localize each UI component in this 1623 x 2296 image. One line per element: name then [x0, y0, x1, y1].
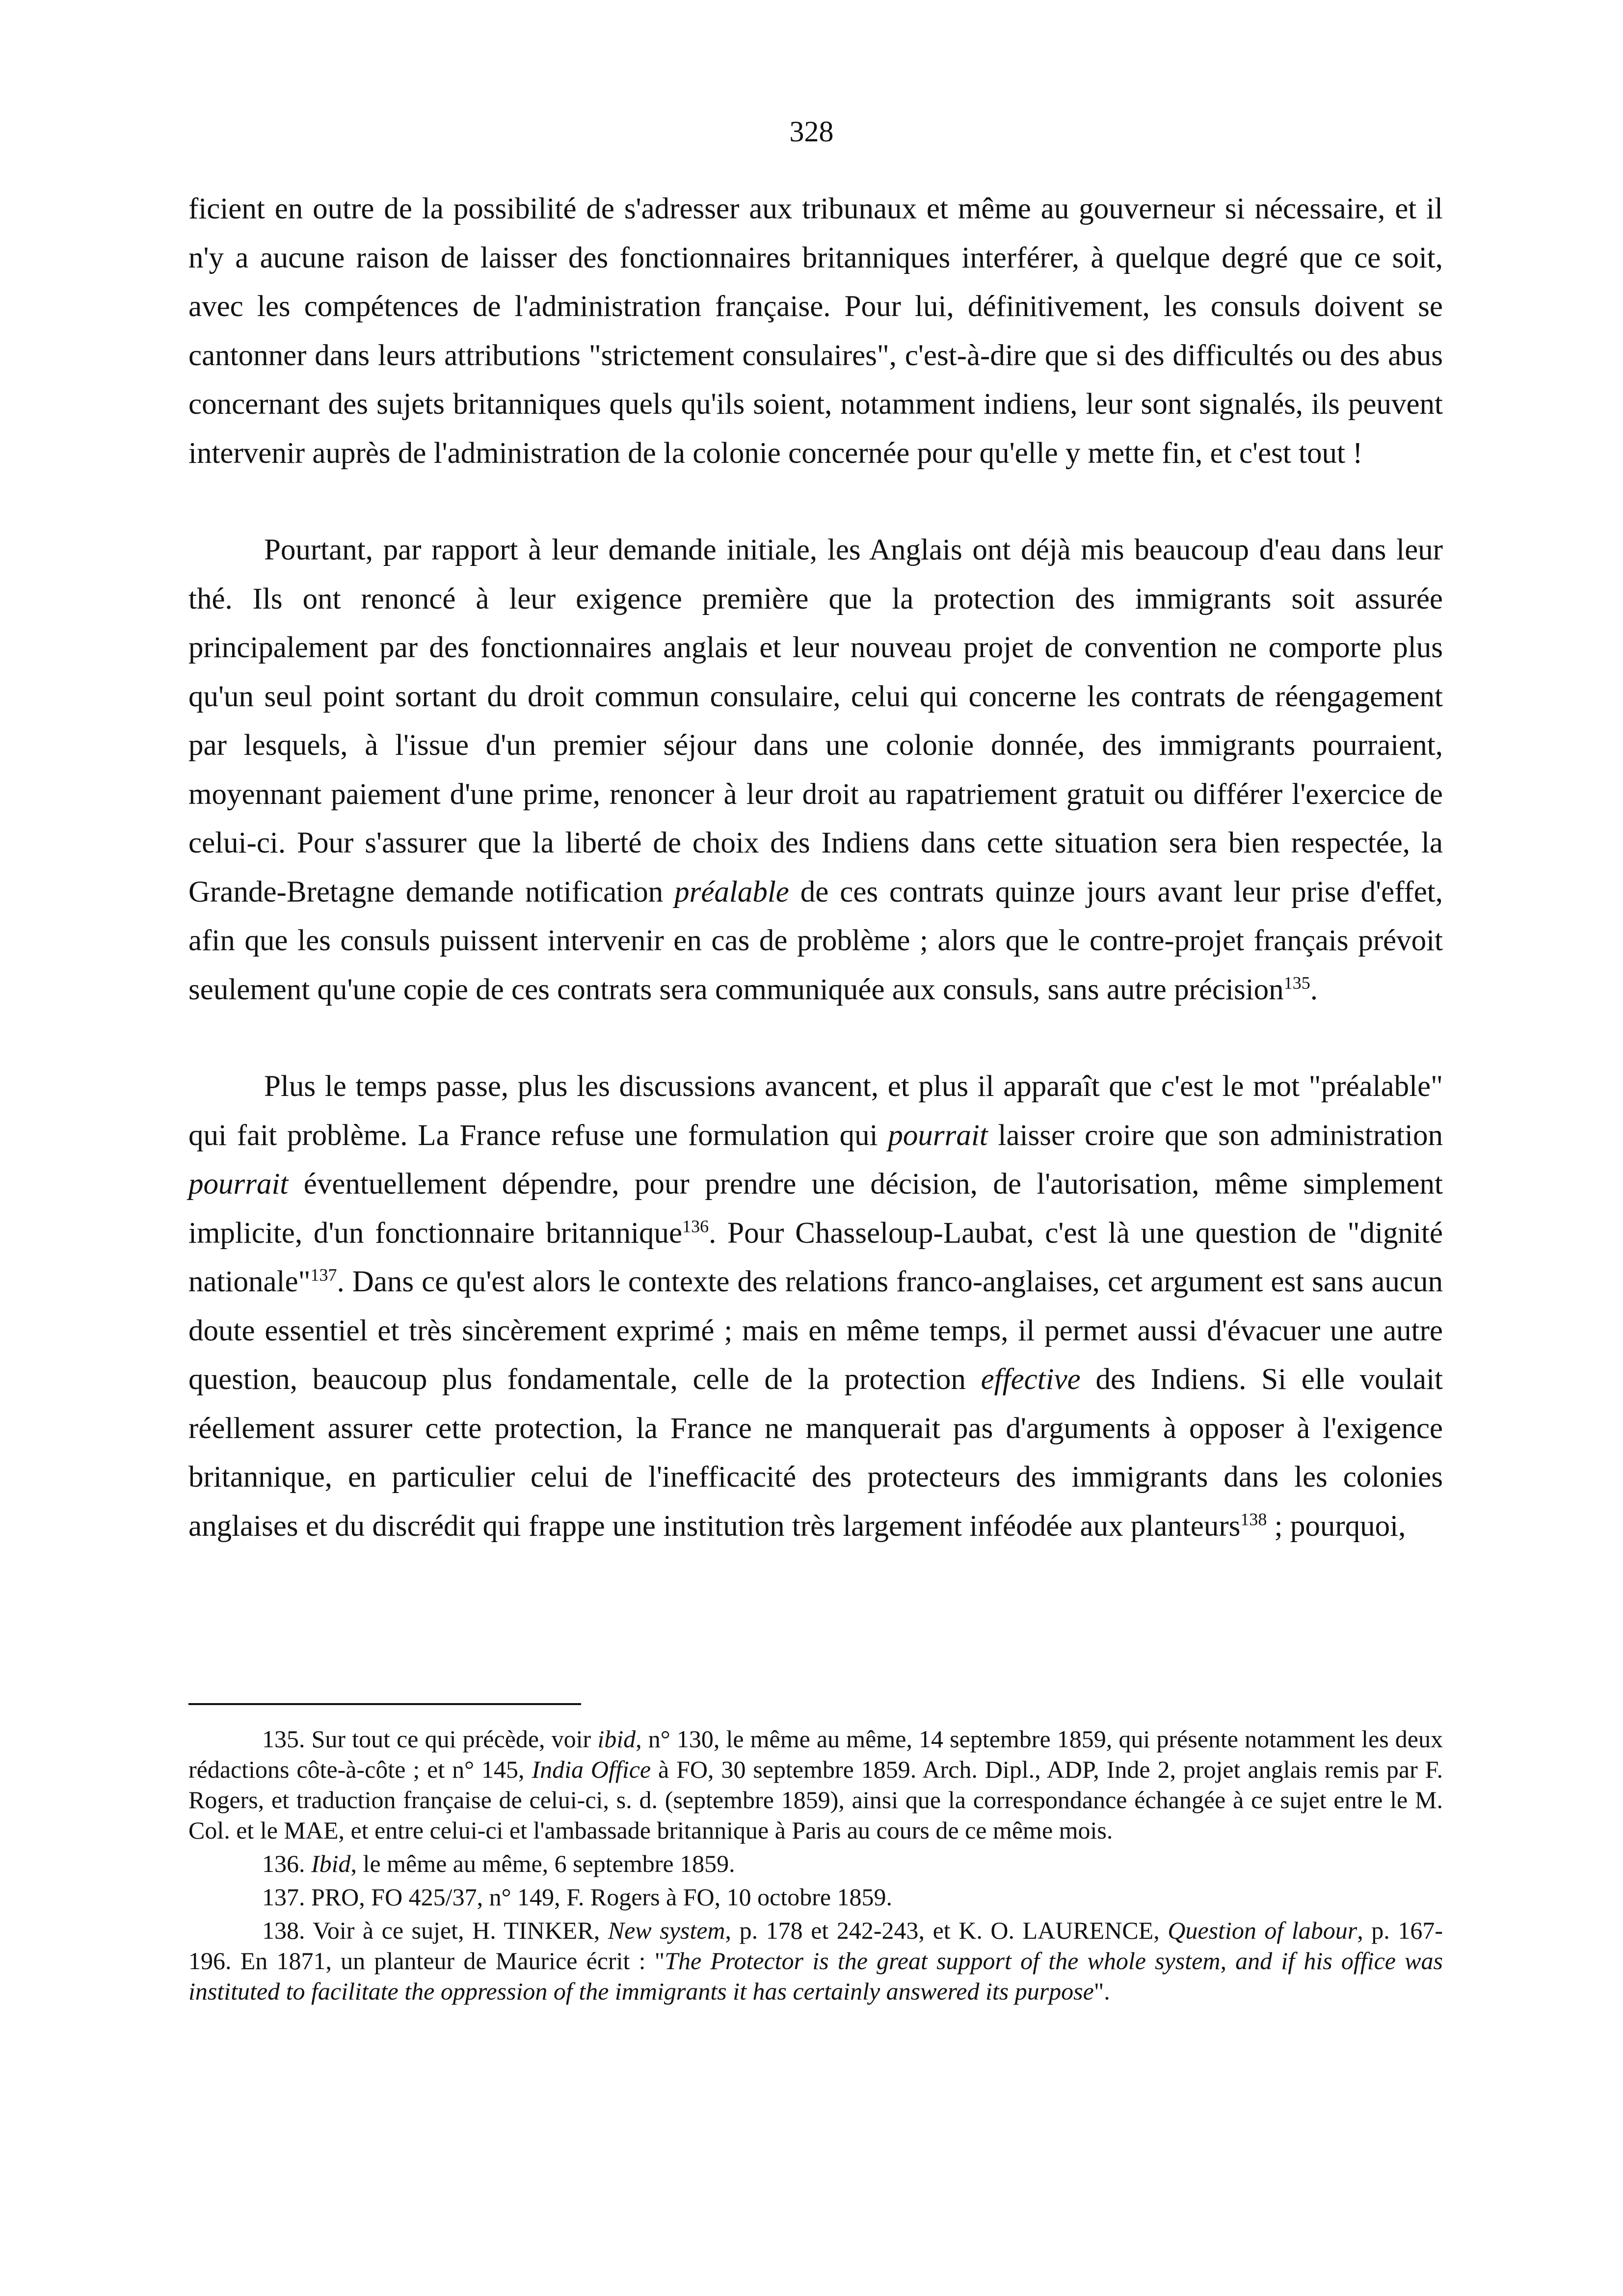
italic-text: pourrait: [188, 1168, 289, 1201]
footnote-ref[interactable]: 137: [310, 1265, 337, 1285]
footnote-136: 136. Ibid, le même au même, 6 septembre 1859.: [262, 1850, 735, 1877]
italic-text: préalable: [674, 875, 789, 908]
footnote-separator: [188, 1703, 581, 1705]
footnote-138: 138. Voir à ce sujet, H. TINKER, New system, p. 178 et 242-243, et K. O. LAURENCE, Question of labour, p. 167-196. En 1871, un planteur de Maurice écrit : "The Protector is the great support of the whole system, and if his office was instituted to facilitate the oppression of the immigrants it has certainly answered its purpose".: [188, 1917, 1443, 2005]
footnote-137: 137. PRO, FO 425/37, n° 149, F. Rogers à FO, 10 octobre 1859.: [262, 1883, 893, 1911]
footnote-ref[interactable]: 135: [1283, 973, 1310, 993]
italic-text: effective: [981, 1363, 1081, 1396]
page-number: 328: [789, 115, 834, 148]
footnote-ref[interactable]: 136: [682, 1216, 709, 1236]
footnotes: [188, 1724, 1443, 2009]
body-text: [188, 185, 1443, 1550]
paragraph: Pourtant, par rapport à leur demande initiale, les Anglais ont déjà mis beaucoup d'eau dans leur thé. Ils ont renoncé à leur exigence première que la protection des immigrants soit assurée principalement par des fonctionnaires anglais et leur nouveau projet de convention ne comporte plus qu'un seul point sortant du droit commun consulaire, celui qui concerne les contrats de réengagement par lesquels, à l'issue d'un premier séjour dans une colonie donnée, des immigrants pourraient, moyennant paiement d'une prime, renoncer à leur droit au rapatriement gratuit ou différer l'exercice de celui-ci. Pour s'assurer que la liberté de choix des Indiens dans cette situation sera bien respectée, la Grande-Bretagne demande notification préalable de ces contrats quinze jours avant leur prise d'effet, afin que les consuls puissent intervenir en cas de problème ; alors que le contre-projet français prévoit seulement qu'une copie de ces contrats sera communiquée aux consuls, sans autre précision$^{135}$.: [188, 534, 1443, 1006]
footnote-135: 135. Sur tout ce qui précède, voir ibid, n° 130, le même au même, 14 septembre 1859, qui présente notamment les deux rédactions côte-à-côte ; et n° 145, India Office à FO, 30 septembre 1859. Arch. Dipl., ADP, Inde 2, projet anglais remis par F. Rogers, et traduction française de celui-ci, s. d. (septembre 1859), ainsi que la correspondance échangée à ce sujet entre le M. Col. et le MAE, et entre celui-ci et l'ambassade britannique à Paris au cours de ce même mois.: [188, 1725, 1443, 1844]
paragraph: ficient en outre de la possibilité de s'adresser aux tribunaux et même au gouverneur si nécessaire, et il n'y a aucune raison de laisser des fonctionnaires britanniques interférer, à quelque degré que ce soit, avec les compétences de l'administration française. Pour lui, définitivement, les consuls doivent se cantonner dans leurs attributions "strictement consulaires", c'est-à-dire que si des difficultés ou des abus concernant des sujets britanniques quels qu'ils soient, notamment indiens, leur sont signalés, ils peuvent intervenir auprès de l'administration de la colonie concernée pour qu'elle y mette fin, et c'est tout !: [188, 192, 1443, 470]
paragraph: Plus le temps passe, plus les discussions avancent, et plus il apparaît que c'est le mot "préalable" qui fait problème. La France refuse une formulation qui pourrait laisser croire que son administration pourrait éventuellement dépendre, pour prendre une décision, de l'autorisation, même simplement implicite, d'un fonctionnaire britannique$^{136}$. Pour Chasseloup-Laubat, c'est là une question de "dignité nationale"$^{137}$. Dans ce qu'est alors le contexte des relations franco-anglaises, cet argument est sans aucun doute essentiel et très sincèrement exprimé ; mais en même temps, il permet aussi d'évacuer une autre question, beaucoup plus fondamentale, celle de la protection effective des Indiens. Si elle voulait réellement assurer cette protection, la France ne manquerait pas d'arguments à opposer à l'exigence britannique, en particulier celui de l'inefficacité des protecteurs des immigrants dans les colonies anglaises et du discrédit qui frappe une institution très largement inféodée aux planteurs$^{138}$ ; pourquoi,: [188, 1070, 1443, 1543]
italic-text: pourrait: [888, 1119, 988, 1152]
footnote-ref[interactable]: 138: [1240, 1509, 1267, 1529]
